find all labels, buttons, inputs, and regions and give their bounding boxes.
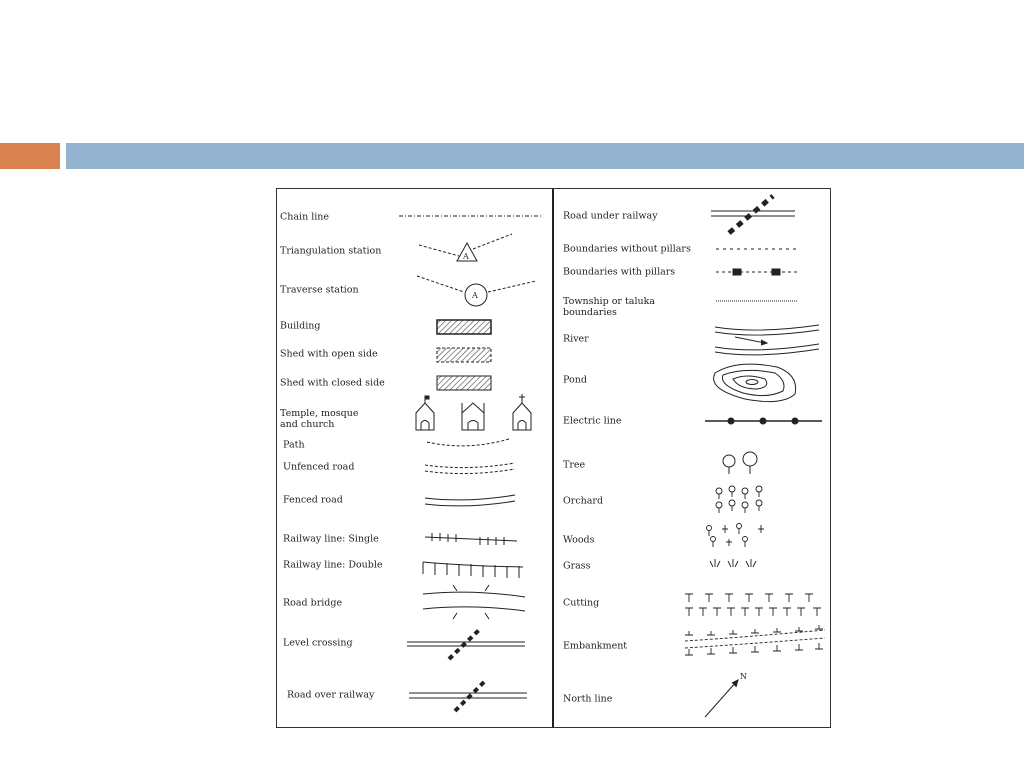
svg-text:N: N	[740, 672, 747, 681]
symbol-label: Unfenced road	[283, 461, 355, 473]
woods-icon	[707, 524, 765, 548]
accent-block	[0, 143, 60, 169]
symbol-label: Road under railway	[563, 210, 658, 222]
symbol-label: Road bridge	[283, 597, 343, 609]
symbol-label: Road over railway	[287, 689, 375, 701]
symbol-label: Grass	[563, 560, 591, 572]
symbol-label: Level crossing	[283, 637, 353, 649]
svg-text:A: A	[472, 291, 478, 300]
title-bar	[66, 143, 1024, 169]
symbol-label: Tree	[563, 459, 586, 471]
tree-icon	[723, 452, 757, 474]
symbol-label: Boundaries without pillars	[563, 243, 691, 255]
conventional-symbols-figure	[276, 188, 831, 728]
electric-line-icon	[705, 418, 822, 424]
cutting-icon	[685, 594, 821, 616]
symbol-label: Railway line: Double	[283, 559, 383, 571]
boundary-pillars-icon	[716, 269, 797, 275]
pond-icon	[714, 364, 796, 401]
symbol-label: Traverse station	[280, 284, 359, 296]
grass-icon	[710, 559, 756, 567]
unfenced-road-icon	[425, 463, 515, 474]
embankment-icon	[685, 625, 825, 655]
orchard-icon	[716, 486, 762, 513]
shed-open-icon	[437, 348, 491, 362]
shed-closed-icon	[437, 376, 491, 390]
north-line-icon	[705, 672, 747, 717]
railway-double-icon	[423, 562, 523, 578]
symbol-label: Electric line	[563, 415, 622, 427]
temple-mosque-church-icon	[416, 394, 531, 430]
road-over-railway-icon	[409, 681, 527, 711]
svg-text:A: A	[463, 252, 469, 261]
traverse-station-icon	[417, 276, 536, 306]
symbol-label: Pond	[563, 374, 587, 386]
symbol-label: Woods	[563, 534, 595, 546]
triangulation-station-icon	[419, 234, 512, 261]
symbol-label: Path	[283, 439, 305, 451]
symbol-label: North line	[563, 693, 613, 705]
symbol-label: Shed with closed side	[280, 377, 385, 389]
symbol-label: Orchard	[563, 495, 604, 507]
symbol-label: Temple, mosque and church	[280, 408, 359, 430]
symbol-label: Shed with open side	[280, 348, 378, 360]
symbol-label: Chain line	[280, 211, 330, 223]
symbol-label: Boundaries with pillars	[563, 266, 676, 278]
railway-single-icon	[425, 533, 517, 545]
path-icon	[427, 439, 509, 446]
symbol-label: Triangulation station	[280, 245, 382, 257]
symbol-label: River	[563, 333, 589, 345]
building-icon	[437, 320, 491, 334]
river-icon	[715, 325, 819, 355]
symbol-label: Fenced road	[283, 494, 343, 506]
symbol-label: Embankment	[563, 640, 628, 652]
fenced-road-icon	[425, 495, 515, 506]
symbol-label: Township or taluka boundaries	[563, 296, 656, 318]
level-crossing-icon	[407, 630, 525, 659]
symbols-drawing	[277, 189, 832, 729]
road-bridge-icon	[423, 585, 525, 619]
symbol-label: Cutting	[563, 597, 600, 609]
symbol-label: Building	[280, 320, 321, 332]
symbol-label: Railway line: Single	[283, 533, 379, 545]
road-under-railway-icon	[711, 196, 795, 233]
